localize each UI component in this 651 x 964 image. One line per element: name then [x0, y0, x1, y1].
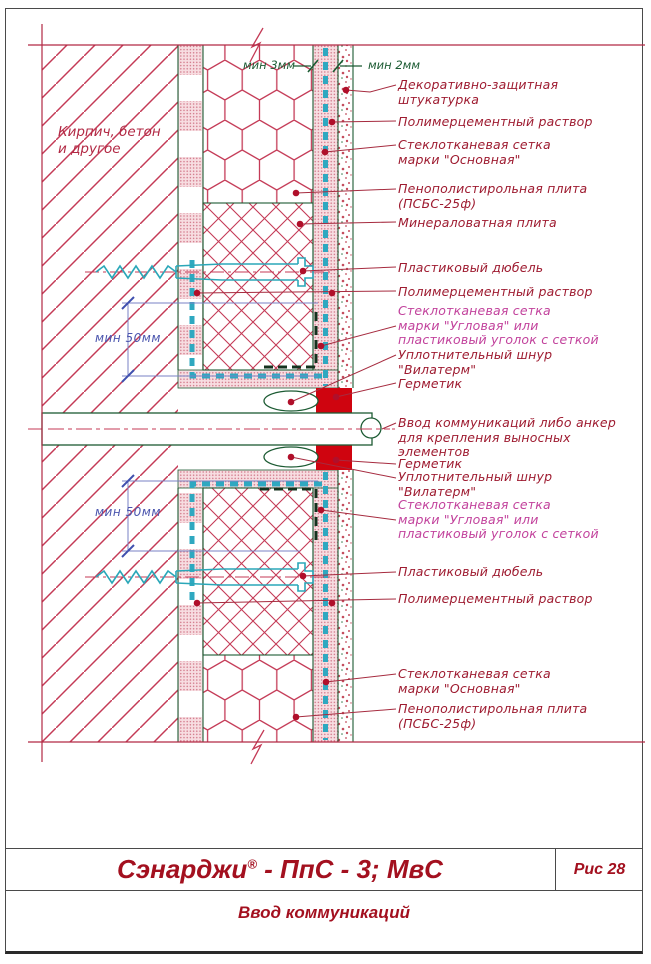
callout-dowel-1: Пластиковый дюбель	[398, 260, 544, 275]
dim-2mm-label: мин 2мм	[368, 58, 420, 72]
callout-foam-plate-1: Пенополистирольная плита (ПСБС-25ф)	[398, 181, 588, 211]
dim-50mm-lower-label: мин 50мм	[95, 505, 161, 519]
drawing-title	[5, 854, 555, 885]
mineral-wool-lower	[203, 488, 313, 655]
registered-mark: ®	[247, 856, 257, 872]
sealant-upper	[316, 388, 352, 413]
callout-polymer-cement-3: Полимерцементный раствор	[398, 591, 593, 606]
wall-material-label: Кирпич, бетон и другое	[58, 124, 161, 157]
callout-decorative-plaster: Декоративно-защитная штукатурка	[398, 77, 559, 107]
pipe-end-cap	[361, 418, 381, 438]
callout-communications-entry: Ввод коммуникаций либо анкер для крепления выносных элементов	[398, 415, 616, 459]
mortar-band-upper	[178, 370, 338, 388]
callout-mesh-osnovnaya-1: Стеклотканевая сетка марки "Основная"	[398, 137, 551, 167]
dim-3mm-label: мин 3мм	[243, 58, 295, 72]
callout-sealant-1: Герметик	[398, 376, 463, 391]
drawing-subtitle: Ввод коммуникаций	[237, 903, 411, 922]
callout-dowel-2: Пластиковый дюбель	[398, 564, 544, 579]
foam-plate-lower	[203, 655, 313, 742]
callout-mesh-uglovaya-1: Стеклотканевая сетка марки "Угловая" или пластиковый уголок с сеткой	[398, 303, 599, 347]
figure-number: Рис 28	[555, 849, 643, 890]
callout-polymer-cement-2: Полимерцементный раствор	[398, 284, 593, 299]
dim-50mm-upper-label: мин 50мм	[95, 331, 161, 345]
system-code: - ПпС - 3; МвС	[256, 854, 443, 884]
callout-mesh-osnovnaya-2: Стеклотканевая сетка марки "Основная"	[398, 666, 551, 696]
callout-vilaterm-1: Уплотнительный шнур "Вилатерм"	[398, 347, 553, 377]
callout-vilaterm-2: Уплотнительный шнур "Вилатерм"	[398, 469, 553, 499]
callout-mineral-wool: Минераловатная плита	[398, 215, 557, 230]
mineral-wool-upper	[203, 203, 313, 370]
title-block	[5, 848, 643, 891]
callout-mesh-uglovaya-2: Стеклотканевая сетка марки "Угловая" или пластиковый уголок с сеткой	[398, 497, 599, 541]
callout-foam-plate-2: Пенополистирольная плита (ПСБС-25ф)	[398, 701, 588, 731]
callout-sealant-2: Герметик	[398, 456, 463, 471]
callout-polymer-cement-1: Полимерцементный раствор	[398, 114, 593, 129]
brand-name: Сэнарджи	[117, 854, 248, 884]
